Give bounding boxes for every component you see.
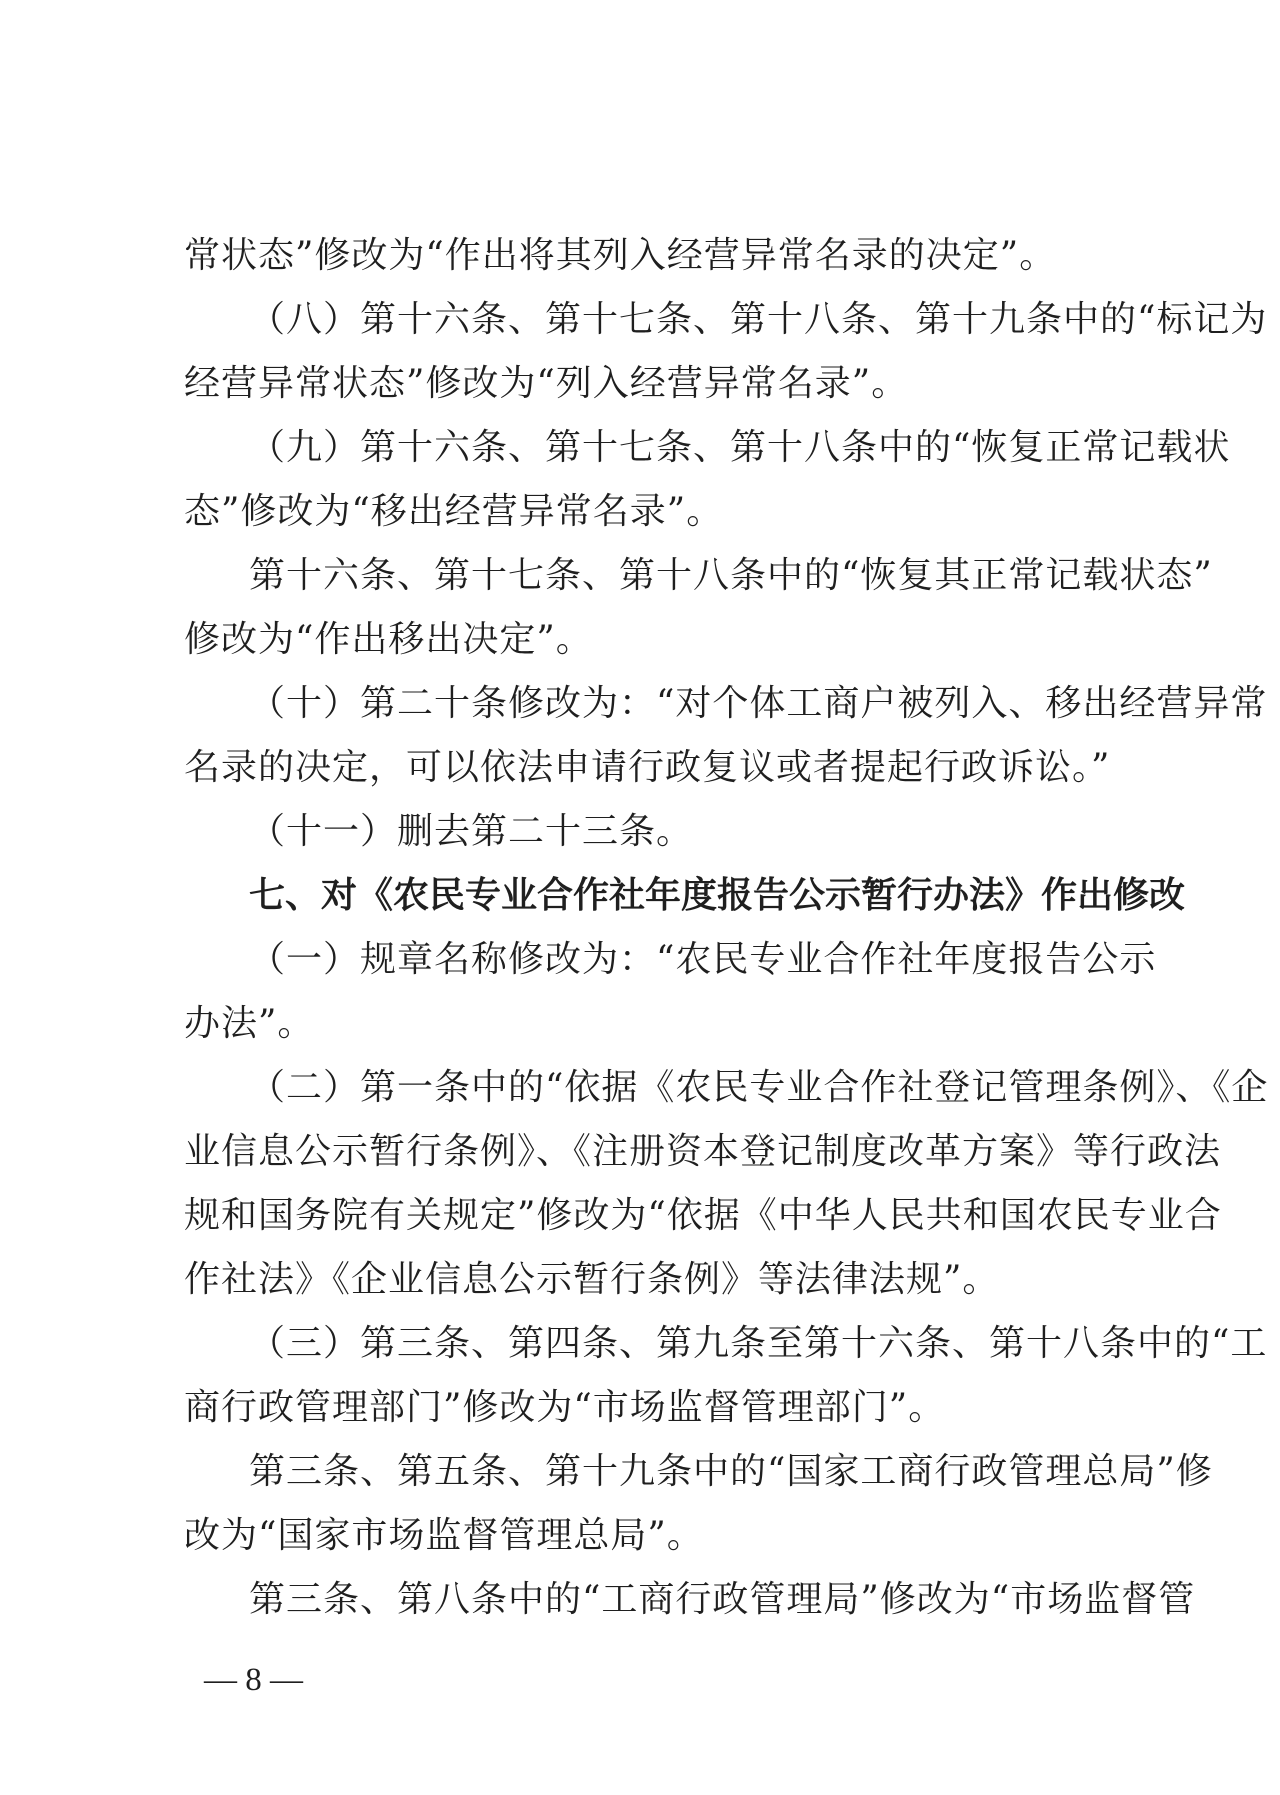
text-line: 规和国务院有关规定”修改为“依据《中华人民共和国农民专业合 — [184, 1195, 1222, 1236]
text-line: 态”修改为“移出经营异常名录”。 — [184, 491, 724, 532]
text-line: 商行政管理部门”修改为“市场监督管理部门”。 — [184, 1387, 946, 1428]
text-line: 常状态”修改为“作出将其列入经营异常名录的决定”。 — [184, 235, 1057, 276]
document-body — [184, 224, 1269, 1632]
text-line: （九）第十六条、第十七条、第十八条中的“恢复正常记载状 — [249, 427, 1231, 468]
text-line: 作社法》《企业信息公示暂行条例》等法律法规”。 — [184, 1259, 1000, 1300]
text-line: （十一）删去第二十三条。 — [249, 811, 694, 852]
text-line: 业信息公示暂行条例》、《注册资本登记制度改革方案》等行政法 — [184, 1131, 1222, 1172]
text-line: 第三条、第八条中的“工商行政管理局”修改为“市场监督管 — [249, 1579, 1196, 1620]
page-number: — 8 — — [204, 1662, 303, 1698]
text-line: （二）第一条中的“依据《农民专业合作社登记管理条例》、《企 — [249, 1067, 1269, 1108]
text-line: 第三条、第五条、第十九条中的“国家工商行政管理总局”修 — [249, 1451, 1213, 1492]
text-line: 第十六条、第十七条、第十八条中的“恢复其正常记载状态” — [249, 555, 1213, 596]
text-line: 改为“国家市场监督管理总局”。 — [184, 1515, 704, 1556]
text-line: （三）第三条、第四条、第九条至第十六条、第十八条中的“工 — [249, 1323, 1268, 1364]
text-line: 名录的决定，可以依法申请行政复议或者提起行政诉讼。” — [184, 747, 1111, 788]
text-line: （八）第十六条、第十七条、第十八条、第十九条中的“标记为 — [249, 299, 1268, 340]
text-line: （一）规章名称修改为：“农民专业合作社年度报告公示 — [249, 939, 1157, 980]
text-line: 办法”。 — [184, 1003, 315, 1044]
text-line: 修改为“作出移出决定”。 — [184, 619, 593, 660]
text-line: （十）第二十条修改为：“对个体工商户被列入、移出经营异常 — [249, 683, 1268, 724]
text-line: 经营异常状态”修改为“列入经营异常名录”。 — [184, 363, 909, 404]
section-heading: 七、对《农民专业合作社年度报告公示暂行办法》作出修改 — [249, 875, 1186, 916]
